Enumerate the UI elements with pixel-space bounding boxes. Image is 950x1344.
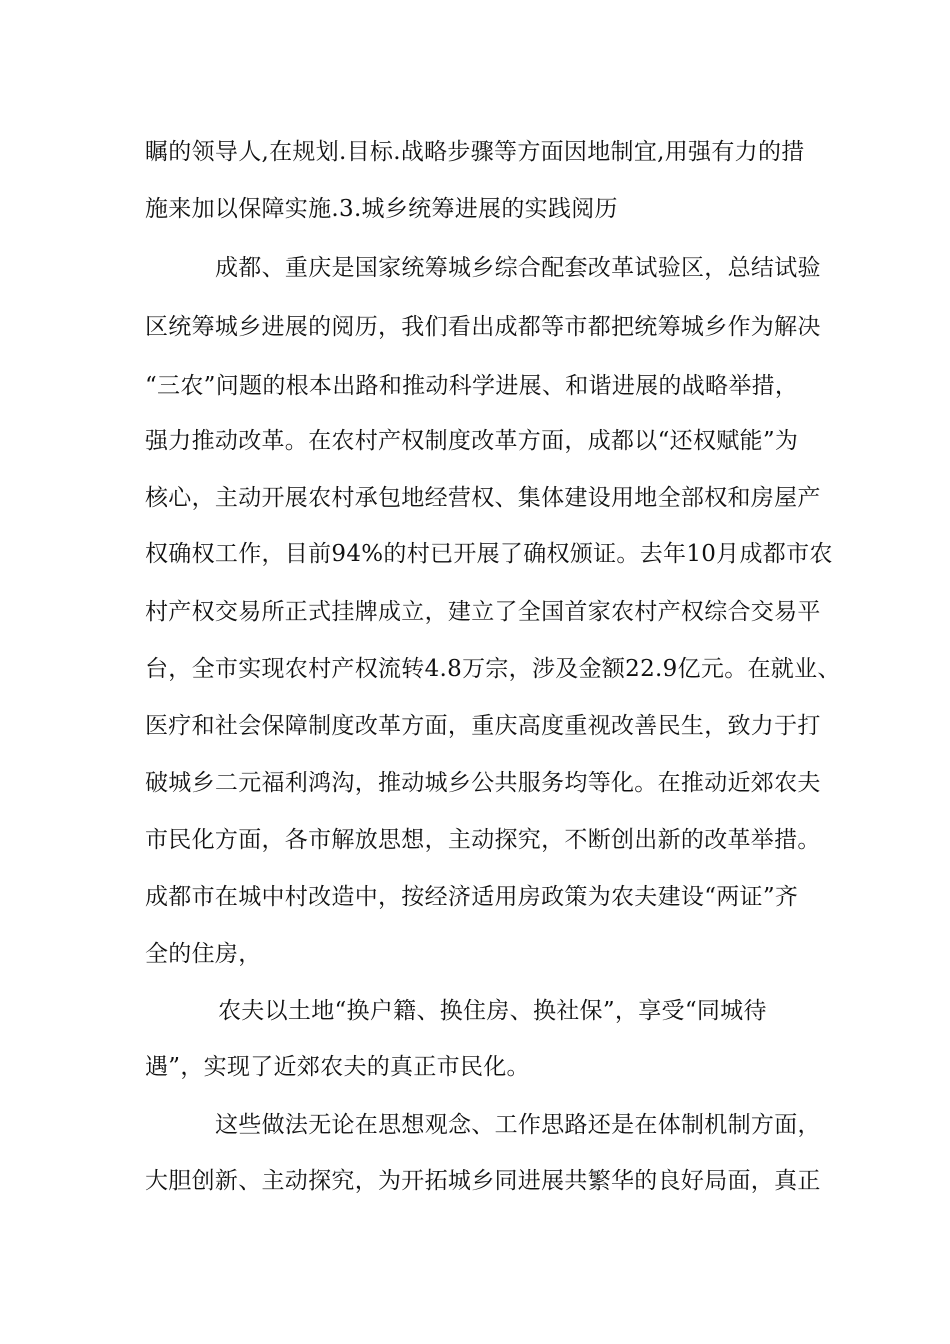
body-text-line: 施来加以保障实施.3.城乡统筹进展的实践阅历	[145, 196, 618, 222]
body-text-line: 遇”，实现了近郊农夫的真正市民化。	[145, 1054, 530, 1080]
body-text-line: 村产权交易所正式挂牌成立，建立了全国首家农村产权综合交易平	[145, 599, 821, 625]
body-text-line: 权确权工作，目前94%的村已开展了确权颁证。去年10月成都市农	[145, 541, 833, 567]
body-text-line: 强力推动改革。在农村产权制度改革方面，成都以“还权赋能”为	[145, 428, 799, 454]
body-text-line: 破城乡二元福利鸿沟，推动城乡公共服务均等化。在推动近郊农夫	[145, 770, 821, 796]
body-text-line: 市民化方面，各市解放思想，主动探究，不断创出新的改革举措。	[145, 827, 821, 853]
body-text-line: 大胆创新、主动探究，为开拓城乡同进展共繁华的良好局面，真正	[145, 1168, 821, 1194]
body-text-line: 瞩的领导人,在规划.目标.战略步骤等方面因地制宜,用强有力的措	[145, 139, 805, 165]
body-text-line: 台，全市实现农村产权流转4.8万宗，涉及金额22.9亿元。在就业、	[145, 656, 841, 682]
body-text-line: 核心，主动开展农村承包地经营权、集体建设用地全部权和房屋产	[145, 485, 821, 511]
paragraph-first-line: 成都、重庆是国家统筹城乡综合配套改革试验区，总结试验	[215, 255, 821, 281]
body-text-line: 区统筹城乡进展的阅历，我们看出成都等市都把统筹城乡作为解决	[145, 314, 821, 340]
body-text-line: 全的住房，	[145, 941, 262, 967]
paragraph-first-line: 这些做法无论在思想观念、工作思路还是在体制机制方面，	[215, 1112, 821, 1138]
paragraph-first-line: 农夫以土地“换户籍、换住房、换社保”，享受“同城待	[218, 998, 767, 1024]
body-text-line: 医疗和社会保障制度改革方面，重庆高度重视改善民生，致力于打	[145, 713, 821, 739]
body-text-line: 成都市在城中村改造中，按经济适用房政策为农夫建设“两证”齐	[145, 884, 799, 910]
body-text-line: “三农”问题的根本出路和推动科学进展、和谐进展的战略举措，	[145, 373, 799, 399]
